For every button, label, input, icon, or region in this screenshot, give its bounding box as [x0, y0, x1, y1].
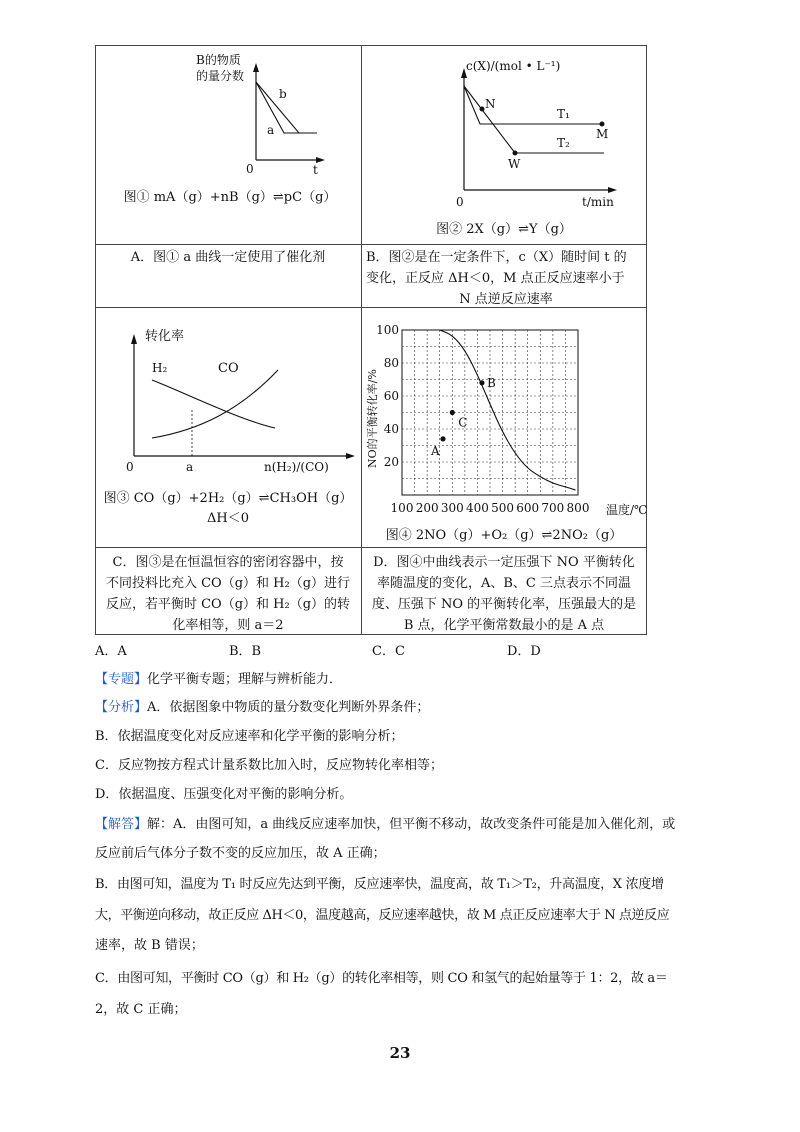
fig2-point-n [480, 107, 485, 112]
fenxi-line [95, 694, 710, 721]
chart-y-tick-label: 80 [383, 356, 399, 370]
fig3-curve-h2 [152, 380, 275, 428]
chart-point-label-a: A [430, 443, 440, 458]
fig2-point-w [513, 151, 518, 156]
chart-y-tick-label: 40 [383, 422, 399, 436]
chart-point-a [440, 436, 445, 441]
option-c-line-4: 化率相等，则 a＝2 [172, 618, 284, 633]
fig3-xlabel: n(H₂)/(CO) [264, 460, 329, 474]
chart-series-line [440, 330, 576, 490]
fig1-xlabel: t [313, 163, 318, 177]
zhuanti-line [95, 666, 710, 693]
jieda-c-1: C．由图可知，平衡时 CO（g）和 H₂（g）的转化率相等，则 CO 和氢气的起始量等于 1：2，故 a＝ [95, 971, 668, 986]
option-d-line-1: D．图④中曲线表示一定压强下 NO 平衡转化 [373, 555, 635, 570]
option-c-line-3: 反应，若平衡时 CO（g）和 H₂（g）的转 [105, 597, 351, 612]
fenxi-c: C．反应物按方程式计量系数比加入时，反应物转化率相等； [95, 758, 443, 773]
fig2-origin: 0 [456, 195, 464, 209]
table-divider [95, 244, 647, 245]
fig2-x-arrow [608, 187, 617, 193]
figure-4-chart [360, 318, 650, 518]
fig2-point-m [600, 122, 605, 127]
jieda-c-2: 2，故 C 正确； [95, 1002, 187, 1017]
fenxi-d: D．依据温度、压强变化对平衡的影响分析。 [95, 787, 353, 802]
fig3-caption-2: ΔH＜0 [207, 511, 249, 526]
fig3-origin: 0 [126, 460, 134, 474]
jieda-tag: 【解答】 [95, 817, 148, 832]
jieda-b-2: 大，平衡逆向移动，故正反应 ΔH＜0，温度越高，反应速率越快，故 M 点正反应速率大于 N 点逆反应 [95, 908, 670, 923]
fig3-caption-1: 图③ CO（g）+2H₂（g）⇌CH₃OH（g） [103, 491, 353, 506]
option-d-text [362, 552, 646, 636]
fig2-label-n: N [485, 97, 496, 111]
chart-y-tick-label: 20 [383, 455, 399, 469]
fig3-ylabel: 转化率 [145, 329, 185, 344]
figure-3 [100, 320, 360, 490]
fig3-curve-co [152, 370, 278, 438]
chart-point-b [479, 380, 484, 385]
chart-x-tick-label: 600 [516, 501, 540, 515]
option-b-line-2: 变化，正反应 ΔH＜0，M 点正反应速率小于 [366, 271, 625, 286]
table-divider [95, 547, 647, 548]
option-a-text: A．图① a 曲线一定使用了催化剂 [130, 250, 326, 265]
fig2-label-t2: T₂ [557, 136, 570, 150]
fig2-label-w: W [508, 157, 521, 171]
fig1-y-arrow [253, 63, 259, 72]
chart-point-c [450, 410, 455, 415]
fig1-origin: 0 [246, 162, 254, 176]
table-border-left [95, 45, 96, 635]
fig2-caption: 图② 2X（g）⇌Y（g） [436, 222, 572, 237]
fenxi-a: A．依据图象中物质的量分数变化判断外界条件； [147, 700, 430, 715]
chart-x-tick-label: 400 [465, 501, 489, 515]
option-b-line-3: N 点逆反应速率 [459, 292, 553, 307]
fig1-label-b: b [279, 87, 287, 101]
jieda-line-1 [95, 811, 710, 838]
jieda-a-2: 反应前后气体分子数不变的反应加压，故 A 正确； [95, 846, 386, 861]
figure-2 [440, 48, 650, 213]
zhuanti-tag: 【专题】 [95, 672, 148, 687]
chart-x-tick-label: 500 [491, 501, 515, 515]
page-number: 23 [389, 1044, 411, 1062]
chart-xlabel: 温度/℃ [606, 503, 648, 517]
chart-x-tick-label: 100 [390, 501, 414, 515]
fig1-ylabel-2: 的量分数 [196, 69, 245, 83]
chart-x-tick-label: 700 [541, 501, 565, 515]
option-d-line-3: 度、压强下 NO 的平衡转化率，压强最大的是 [371, 597, 637, 612]
fenxi-b: B．依据温度变化对反应速率和化学平衡的影响分析； [95, 729, 404, 744]
fig3-label-co: CO [218, 361, 239, 376]
choice-a[interactable]: A．A [95, 644, 127, 659]
chart-point-label-c: C [458, 415, 468, 430]
chart-y-tick-label: 100 [376, 323, 399, 337]
option-d-line-2: 率随温度的变化，A、B、C 三点表示不同温 [376, 576, 632, 591]
fig1-caption: 图① mA（g）+nB（g）⇌pC（g） [123, 190, 337, 205]
chart-point-label-b: B [486, 375, 496, 390]
fig2-label-m: M [596, 127, 609, 141]
fig3-label-h2: H₂ [152, 361, 168, 375]
fig3-x-a: a [186, 460, 194, 474]
jieda-b-3: 速率，故 B 错误； [95, 938, 204, 953]
option-b-line-1: B．图②是在一定条件下，c（X）随时间 t 的 [366, 250, 627, 265]
fig2-ylabel: c(X)/(mol • L⁻¹) [466, 59, 561, 73]
fig3-x-arrow [346, 453, 355, 459]
choice-b[interactable]: B．B [229, 644, 262, 659]
chart-x-tick-label: 200 [415, 501, 439, 515]
fig1-ylabel-1: B的物质 [196, 53, 241, 67]
option-c-line-1: C．图③是在恒温恒容的密闭容器中，按 [112, 555, 344, 570]
fig4-caption: 图④ 2NO（g）+O₂（g）⇌2NO₂（g） [385, 528, 623, 543]
table-border-top [95, 45, 647, 46]
choice-c[interactable]: C．C [372, 644, 405, 659]
chart-y-tick-label: 60 [383, 389, 399, 403]
choice-d[interactable]: D．D [507, 644, 541, 659]
option-d-line-4: B 点，化学平衡常数最小的是 A 点 [403, 618, 605, 633]
zhuanti-text: 化学平衡专题；理解与辨析能力． [147, 672, 343, 687]
chart-grid [402, 330, 578, 495]
fenxi-tag: 【分析】 [95, 700, 148, 715]
answer-choices [95, 640, 655, 658]
option-c-line-2: 不同投料比充入 CO（g）和 H₂（g）进行 [105, 576, 351, 591]
jieda-b-1: B．由图可知，温度为 T₁ 时反应先达到平衡，反应速率快，温度高，故 T₁＞T₂，升高温度，X 浓度增 [95, 877, 664, 892]
fig2-xlabel: t/min [582, 195, 614, 209]
chart-ticks [376, 323, 589, 515]
chart-ylabel: NO的平衡转化率/% [366, 369, 379, 468]
fig2-label-t1: T₁ [557, 107, 570, 121]
jieda-a-1: 解：A．由图可知，a 曲线反应速率加快，但平衡不移动，故改变条件可能是加入催化剂，或 [147, 817, 676, 832]
fig1-label-a: a [267, 123, 275, 137]
chart-x-tick-label: 800 [566, 501, 590, 515]
chart-x-tick-label: 300 [440, 501, 464, 515]
option-b-text [362, 247, 646, 310]
fig3-y-arrow [131, 334, 137, 344]
chart-series [440, 330, 576, 490]
option-c-text [96, 552, 360, 636]
